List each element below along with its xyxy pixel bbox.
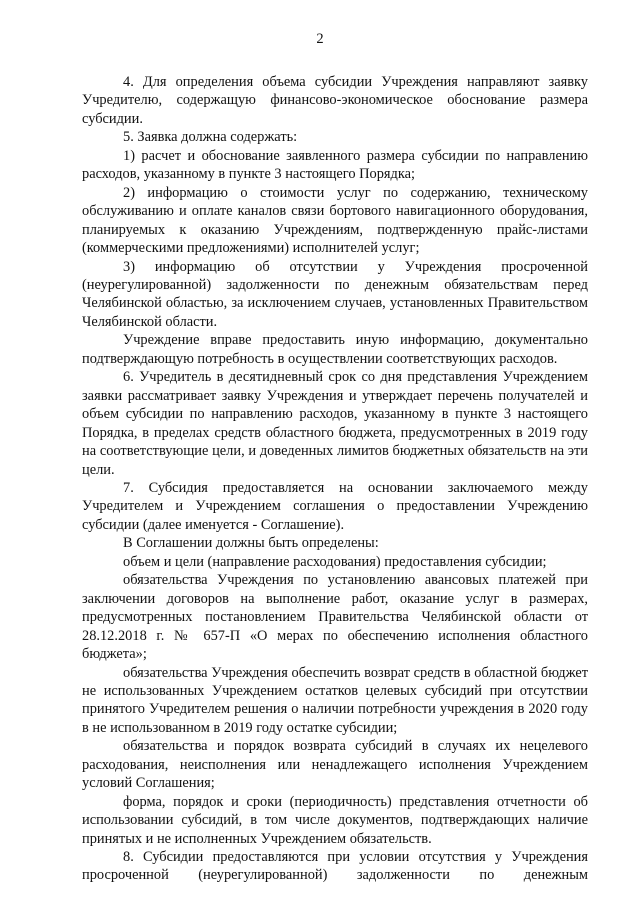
paragraph-4-subsidy-request: 4. Для определения объема субсидии Учреждения направляют заявку Учредителю, содержащую финансово-экономическое обоснование размера субсидии. — [82, 74, 588, 127]
paragraph-other-information: Учреждение вправе предоставить иную информацию, документально подтверждающую потребность в осуществлении соответствующих расходов. — [82, 332, 588, 367]
paragraph-6-review: 6. Учредитель в десятидневный срок со дня представления Учреждением заявки рассматривает заявку Учреждения и утверждает перечень получателей и объем субсидии по направлению расходов, указанному в пункте 3 настоящего Порядка, в пределах средств областного бюджета, предусмотренных в 2019 году на соответствующие цели, и доведенных лимитов бюджетных обязательств на эти цели. — [82, 369, 588, 478]
page-number: 2 — [316, 31, 324, 47]
document-body — [82, 73, 588, 885]
paragraph-term-misuse-return: обязательства и порядок возврата субсидий в случаях их нецелевого расходования, неисполнения или ненадлежащего исполнения Учреждением условий Соглашения; — [82, 738, 588, 792]
paragraph-term-return-funds: обязательства Учреждения обеспечить возврат средств в областной бюджет не использованных Учреждением остатков целевых субсидий при отсутствии принятого Учредителем решения о наличии потребности учреждения в 2020 году в не использованном в 2019 году остатке субсидии; — [82, 664, 588, 736]
paragraph-7-agreement: 7. Субсидия предоставляется на основании заключаемого между Учредителем и Учреждением соглашения о предоставлении Учреждению субсидии (далее именуется - Соглашение). — [82, 479, 588, 533]
paragraph-5-item-3: 3) информацию об отсутствии у Учреждения просроченной (неурегулированной) задолженности по денежным обязательствам перед Челябинской областью, за исключением случаев, установленных Правительством Челябинской области. — [82, 258, 588, 330]
paragraph-8-conditions: 8. Субсидии предоставляются при условии отсутствия у Учреждения просроченной (неурегулированной) задолженности по денежным — [82, 849, 588, 884]
paragraph-5-item-2: 2) информацию о стоимости услуг по содержанию, техническому обслуживанию и оплате каналов связи бортового навигационного оборудования, планируемых к оказанию Учреждениям, подтвержденную прайс-листами (коммерческими предложениями) исполнителей услуг; — [82, 184, 588, 257]
paragraph-term-reporting: форма, порядок и сроки (периодичность) представления отчетности об использовании субсидий, в том числе документов, подтверждающих наличие принятых и не исполненных Учреждением обязательств. — [82, 793, 588, 847]
paragraph-term-volume-goals: объем и цели (направление расходования) предоставления субсидии; — [123, 553, 547, 570]
paragraph-5-item-1: 1) расчет и обоснование заявленного размера субсидии по направлению расходов, указанному в пункте 3 настоящего Порядка; — [82, 147, 588, 183]
paragraph-agreement-terms-intro: В Соглашении должны быть определены: — [123, 535, 379, 552]
paragraph-term-advance-payments: обязательства Учреждения по установлению авансовых платежей при заключении договоров на выполнение работ, оказание услуг в размерах, предусмотренных постановлением Правительства Челябинской области от 28.12.2018 г. № 657-П «О мерах по обеспечению исполнения областного бюджета»; — [82, 572, 588, 663]
paragraph-5-request-contents: 5. Заявка должна содержать: — [123, 129, 298, 146]
